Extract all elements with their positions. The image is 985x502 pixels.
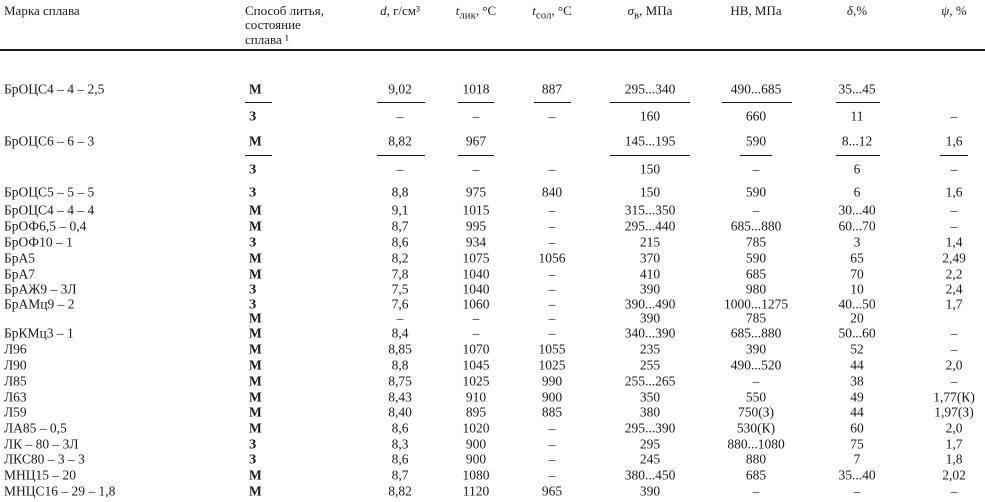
cell-hardness: 685 — [745, 467, 767, 483]
cell-elongation: 49 — [850, 389, 864, 405]
cell-strength: 340...390 — [624, 325, 676, 341]
cell-alloy: БрА5 — [4, 250, 36, 266]
cell-hardness: 590 — [745, 184, 767, 200]
cell-elongation: 40...50 — [838, 296, 876, 312]
header-strength — [628, 4, 673, 23]
cell-solidus: – — [548, 281, 556, 297]
cell-method: М — [249, 202, 262, 218]
cell-hardness: – — [752, 483, 760, 499]
cell-method: З — [249, 184, 257, 200]
cell-alloy: ЛА85 – 0,5 — [4, 420, 67, 436]
cell-solidus: 990 — [541, 373, 563, 389]
cell-strength: 295 — [639, 436, 661, 452]
cell-liquidus: 995 — [465, 218, 487, 234]
cell-solidus: – — [548, 108, 556, 124]
cell-strength: 145...195 — [624, 133, 676, 149]
cell-hardness: 880 — [745, 451, 767, 467]
cell-hardness: 530(К) — [736, 420, 776, 436]
cell-solidus: 900 — [541, 389, 563, 405]
header-strength-symbol: σ — [627, 3, 635, 18]
cell-strength: 215 — [639, 234, 661, 250]
cell-density: 9,1 — [391, 202, 409, 218]
cell-strength: 255...265 — [624, 373, 676, 389]
cell-hardness: 590 — [745, 133, 767, 149]
cell-alloy: БрА7 — [4, 266, 36, 282]
header-solidus-unit: , °С — [551, 3, 572, 18]
cell-method: М — [249, 266, 262, 282]
cell-narrowing: 1,77(К) — [933, 389, 975, 405]
cell-liquidus: 1075 — [462, 250, 490, 266]
cell-strength: 380...450 — [624, 467, 676, 483]
cell-density: – — [396, 161, 404, 177]
cell-density: 8,4 — [391, 325, 409, 341]
cell-narrowing: 1,6 — [945, 133, 963, 149]
cell-narrowing: – — [950, 161, 958, 177]
cell-narrowing: 1,4 — [945, 234, 963, 250]
cell-narrowing: 2,2 — [945, 266, 963, 282]
cell-elongation: 3 — [853, 234, 861, 250]
cell-narrowing: 2,02 — [942, 467, 966, 483]
cell-hardness: 685 — [745, 266, 767, 282]
header-liquidus-sub: лик — [459, 9, 476, 22]
header-elongation-symbol: δ — [846, 3, 853, 18]
cell-density: 8,8 — [391, 184, 409, 200]
cell-elongation: 52 — [850, 341, 864, 357]
cell-hardness: 980 — [745, 281, 767, 297]
cell-solidus: 1056 — [538, 250, 566, 266]
cell-hardness: 750(З) — [737, 404, 775, 420]
fraction-rule — [245, 155, 272, 156]
cell-liquidus: 900 — [465, 436, 487, 452]
header-alloy: Марка сплава — [4, 3, 80, 18]
cell-method: М — [249, 250, 262, 266]
cell-liquidus: 1018 — [462, 81, 490, 97]
cell-elongation: 70 — [850, 266, 864, 282]
cell-method: М — [249, 325, 262, 341]
cell-narrowing: 2,0 — [945, 357, 963, 373]
cell-density: 8,7 — [391, 218, 409, 234]
cell-alloy: Л96 — [4, 341, 27, 357]
cell-density: – — [396, 310, 404, 326]
fraction-rule — [940, 155, 968, 156]
cell-elongation: 20 — [850, 310, 864, 326]
header-liquidus-unit: , °С — [475, 3, 497, 18]
cell-density: 8,2 — [391, 250, 409, 266]
cell-elongation: 6 — [853, 161, 861, 177]
cell-elongation: 8...12 — [841, 133, 873, 149]
cell-density: 8,7 — [391, 467, 409, 483]
cell-solidus: 840 — [541, 184, 563, 200]
cell-method: З — [249, 234, 257, 250]
cell-density: 8,82 — [388, 483, 412, 499]
header-casting-method-line1: Способ литья, — [245, 3, 324, 18]
header-solidus — [532, 4, 571, 23]
cell-liquidus: – — [472, 161, 480, 177]
cell-liquidus: – — [472, 310, 480, 326]
header-strength-sub: в — [634, 9, 640, 22]
cell-method: М — [249, 310, 262, 326]
fraction-rule — [458, 155, 494, 156]
cell-alloy: БрОЦС6 – 6 – 3 — [4, 133, 95, 149]
header-density-unit: , г/см³ — [386, 3, 420, 18]
cell-liquidus: 1120 — [462, 483, 490, 499]
cell-liquidus: 1015 — [462, 202, 490, 218]
cell-solidus: 885 — [541, 404, 563, 420]
fraction-rule — [534, 102, 571, 103]
cell-alloy: БрОФ10 – 1 — [4, 234, 73, 250]
cell-strength: 235 — [639, 341, 661, 357]
header-elongation-unit: ,% — [852, 3, 868, 18]
cell-strength: 380 — [639, 404, 661, 420]
cell-alloy: БрОЦС4 – 4 – 4 — [4, 202, 95, 218]
cell-solidus: – — [548, 310, 556, 326]
cell-elongation: 10 — [850, 281, 864, 297]
cell-narrowing: – — [950, 202, 958, 218]
fraction-rule — [740, 155, 772, 156]
cell-solidus: – — [548, 234, 556, 250]
cell-method: М — [249, 483, 262, 499]
header-narrowing-symbol: ψ — [941, 3, 950, 18]
cell-narrowing: 2,49 — [942, 250, 966, 266]
cell-solidus: – — [548, 218, 556, 234]
header-elongation — [847, 4, 867, 18]
header-solidus-symbol: t — [532, 3, 536, 18]
cell-strength: 245 — [639, 451, 661, 467]
cell-strength: 150 — [639, 161, 661, 177]
cell-density: 8,75 — [388, 373, 412, 389]
cell-method: З — [249, 296, 257, 312]
cell-alloy: БрАМц9 – 2 — [4, 296, 75, 312]
cell-liquidus: 1070 — [462, 341, 490, 357]
header-solidus-sub: сол — [535, 9, 552, 22]
cell-narrowing: – — [950, 483, 958, 499]
cell-solidus: – — [548, 436, 556, 452]
cell-strength: 295...440 — [624, 218, 676, 234]
cell-density: – — [396, 108, 404, 124]
fraction-rule — [836, 102, 880, 103]
cell-density: 7,5 — [391, 281, 409, 297]
cell-liquidus: 975 — [465, 184, 487, 200]
cell-narrowing: 1,7 — [945, 436, 963, 452]
cell-hardness: 550 — [745, 389, 767, 405]
cell-elongation: 35...40 — [838, 467, 876, 483]
cell-solidus: – — [548, 202, 556, 218]
cell-liquidus: 895 — [465, 404, 487, 420]
cell-narrowing: 1,6 — [945, 184, 963, 200]
cell-hardness: – — [752, 373, 760, 389]
cell-elongation: 60 — [850, 420, 864, 436]
cell-density: 8,3 — [391, 436, 409, 452]
cell-strength: 390...490 — [624, 296, 676, 312]
cell-alloy: Л85 — [4, 373, 27, 389]
cell-solidus: – — [548, 420, 556, 436]
cell-elongation: 44 — [850, 357, 864, 373]
cell-liquidus: 1025 — [462, 373, 490, 389]
header-casting-method-line3: сплава ¹ — [245, 31, 289, 47]
cell-elongation: 30...40 — [838, 202, 876, 218]
cell-strength: 255 — [639, 357, 661, 373]
cell-density: 8,43 — [388, 389, 412, 405]
cell-strength: 390 — [639, 310, 661, 326]
cell-method: М — [249, 218, 262, 234]
cell-hardness: 660 — [745, 108, 767, 124]
cell-narrowing: 2,0 — [945, 420, 963, 436]
cell-liquidus: 1040 — [462, 281, 490, 297]
cell-elongation: 44 — [850, 404, 864, 420]
cell-narrowing: – — [950, 325, 958, 341]
cell-strength: 295...390 — [624, 420, 676, 436]
cell-alloy: Л63 — [4, 389, 27, 405]
cell-elongation: 7 — [853, 451, 861, 467]
cell-liquidus: 900 — [465, 451, 487, 467]
cell-narrowing: 2,4 — [945, 281, 963, 297]
cell-strength: 160 — [639, 108, 661, 124]
cell-narrowing: – — [950, 218, 958, 234]
fraction-rule — [722, 102, 792, 103]
cell-alloy: МНЦ15 – 20 — [4, 467, 77, 483]
fraction-rule — [610, 155, 690, 156]
cell-method: М — [249, 467, 262, 483]
cell-method: З — [249, 281, 257, 297]
cell-method: М — [249, 389, 262, 405]
header-strength-unit: , МПа — [639, 3, 673, 18]
cell-density: 9,02 — [388, 81, 412, 97]
cell-hardness: 490...520 — [730, 357, 782, 373]
header-density — [380, 4, 420, 18]
cell-liquidus: 1040 — [462, 266, 490, 282]
cell-narrowing: – — [950, 108, 958, 124]
cell-method: М — [249, 357, 262, 373]
cell-density: 8,8 — [391, 357, 409, 373]
cell-elongation: 35...45 — [838, 81, 876, 97]
header-liquidus-symbol: t — [455, 3, 460, 18]
cell-alloy: ЛК – 80 – 3Л — [4, 436, 79, 452]
cell-density: 8,82 — [388, 133, 412, 149]
cell-elongation: 38 — [850, 373, 864, 389]
cell-alloy: БрОЦС5 – 5 – 5 — [4, 184, 95, 200]
cell-liquidus: 967 — [465, 133, 487, 149]
header-narrowing-unit: , % — [949, 3, 967, 18]
cell-method: З — [249, 436, 257, 452]
cell-hardness: – — [752, 161, 760, 177]
cell-method: М — [249, 404, 262, 420]
cell-liquidus: – — [472, 108, 480, 124]
cell-density: 8,85 — [388, 341, 412, 357]
cell-solidus: 1025 — [538, 357, 566, 373]
cell-method: З — [249, 108, 257, 124]
cell-narrowing: – — [950, 373, 958, 389]
cell-liquidus: 1020 — [462, 420, 490, 436]
cell-solidus: – — [548, 161, 556, 177]
cell-solidus: 1055 — [538, 341, 566, 357]
cell-density: 8,40 — [388, 404, 412, 420]
cell-liquidus: 1080 — [462, 467, 490, 483]
cell-strength: 410 — [639, 266, 661, 282]
fraction-rule — [610, 102, 690, 103]
cell-narrowing: 1,8 — [945, 451, 963, 467]
cell-liquidus: 910 — [465, 389, 487, 405]
cell-strength: 390 — [639, 281, 661, 297]
fraction-rule — [377, 155, 425, 156]
cell-method: З — [249, 161, 257, 177]
cell-elongation: 6 — [853, 184, 861, 200]
cell-solidus: – — [548, 451, 556, 467]
cell-density: 7,8 — [391, 266, 409, 282]
cell-density: 8,6 — [391, 420, 409, 436]
cell-elongation: 11 — [850, 108, 864, 124]
cell-hardness: 1000...1275 — [723, 296, 789, 312]
cell-hardness: 785 — [745, 234, 767, 250]
cell-strength: 350 — [639, 389, 661, 405]
cell-strength: 295...340 — [624, 81, 676, 97]
cell-alloy: МНЦС16 – 29 – 1,8 — [4, 483, 116, 499]
cell-alloy: Л90 — [4, 357, 27, 373]
cell-method: М — [249, 133, 262, 149]
cell-elongation: 65 — [850, 250, 864, 266]
cell-strength: 315...350 — [624, 202, 676, 218]
cell-elongation: 75 — [850, 436, 864, 452]
cell-liquidus: – — [472, 325, 480, 341]
cell-narrowing: – — [950, 341, 958, 357]
cell-density: 8,6 — [391, 234, 409, 250]
cell-alloy: БрОЦС4 – 4 – 2,5 — [4, 81, 105, 97]
cell-solidus: – — [548, 467, 556, 483]
header-liquidus — [456, 4, 496, 23]
cell-hardness: 590 — [745, 250, 767, 266]
fraction-rule — [836, 155, 880, 156]
cell-liquidus: 934 — [465, 234, 487, 250]
cell-density: 7,6 — [391, 296, 409, 312]
cell-hardness: 685...880 — [730, 218, 782, 234]
cell-alloy: ЛКС80 – 3 – 3 — [4, 451, 85, 467]
cell-elongation: 60...70 — [838, 218, 876, 234]
fraction-rule — [245, 102, 272, 103]
cell-strength: 370 — [639, 250, 661, 266]
cell-alloy: Л59 — [4, 404, 27, 420]
cell-hardness: 785 — [745, 310, 767, 326]
cell-hardness: 880...1080 — [727, 436, 785, 452]
cell-solidus: – — [548, 325, 556, 341]
cell-liquidus: 1045 — [462, 357, 490, 373]
cell-alloy: БрАЖ9 – 3Л — [4, 281, 77, 297]
header-casting-method — [245, 4, 324, 47]
fraction-rule — [377, 102, 425, 103]
cell-alloy: БрКМц3 – 1 — [4, 325, 74, 341]
header-narrowing — [941, 4, 966, 18]
cell-liquidus: 1060 — [462, 296, 490, 312]
header-casting-method-line2: состояние — [245, 17, 301, 33]
cell-method: М — [249, 81, 262, 97]
cell-narrowing: 1,97(З) — [934, 404, 974, 420]
cell-method: М — [249, 341, 262, 357]
header-rule — [0, 49, 985, 51]
cell-elongation: – — [853, 483, 861, 499]
cell-hardness: 490...685 — [730, 81, 782, 97]
cell-method: З — [249, 451, 257, 467]
cell-hardness: 390 — [745, 341, 767, 357]
header-hardness: НВ, МПа — [730, 3, 782, 18]
cell-narrowing: 1,7 — [945, 296, 963, 312]
cell-method: М — [249, 420, 262, 436]
fraction-rule — [458, 102, 494, 103]
cell-strength: 390 — [639, 483, 661, 499]
cell-alloy: БрОФ6,5 – 0,4 — [4, 218, 87, 234]
header-density-symbol: d — [380, 3, 387, 18]
cell-strength: 150 — [639, 184, 661, 200]
cell-elongation: 50...60 — [838, 325, 876, 341]
cell-method: М — [249, 373, 262, 389]
cell-solidus: – — [548, 296, 556, 312]
cell-density: 8,6 — [391, 451, 409, 467]
cell-solidus: 887 — [541, 81, 563, 97]
cell-solidus: 965 — [541, 483, 563, 499]
cell-solidus: – — [548, 266, 556, 282]
cell-hardness: – — [752, 202, 760, 218]
cell-hardness: 685...880 — [730, 325, 782, 341]
